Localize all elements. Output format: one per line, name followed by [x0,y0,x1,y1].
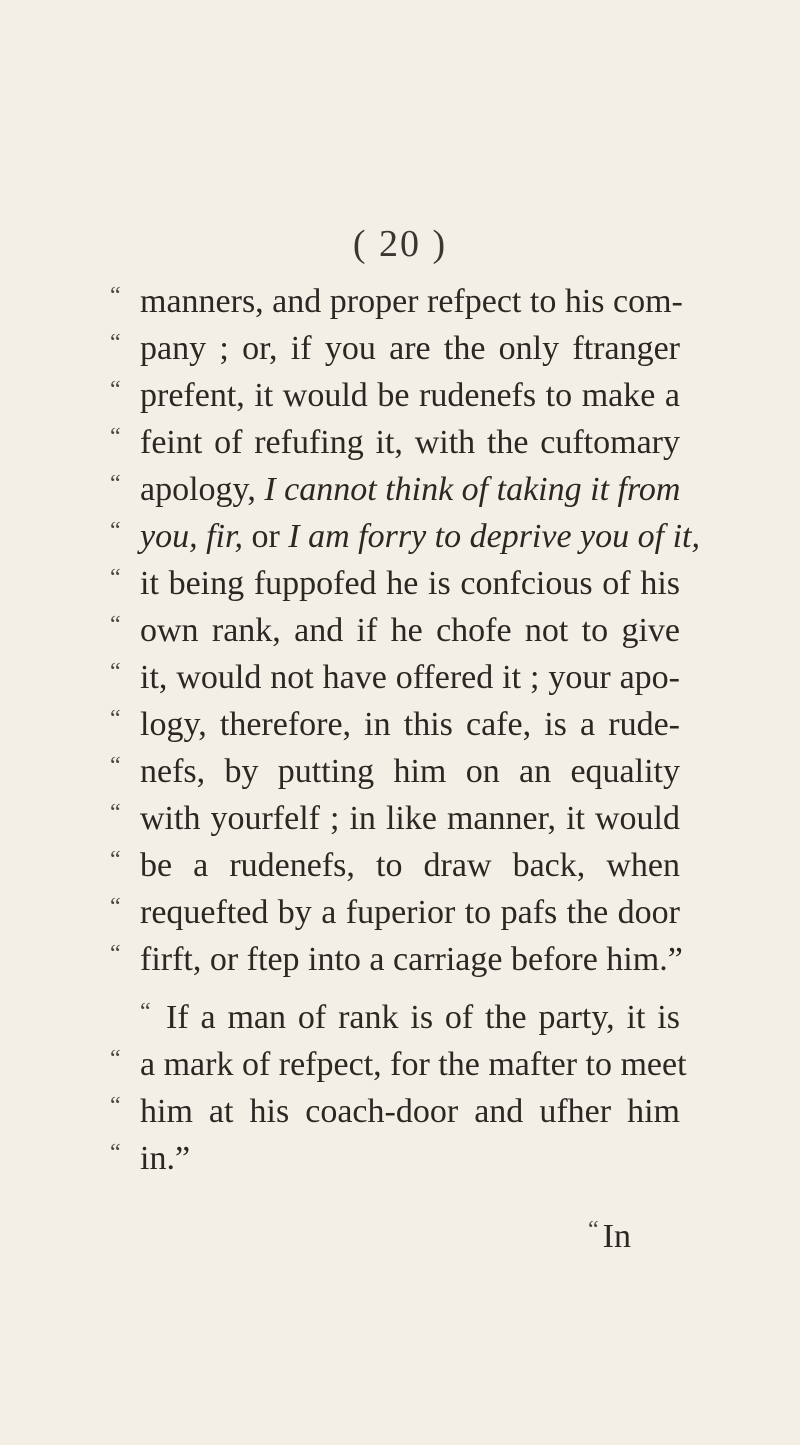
quote-mark: “ [110,847,121,873]
quote-mark: “ [110,424,121,450]
quote-mark: “ [110,800,121,826]
quote-mark: “ [110,330,121,356]
catchword: “ In [588,1217,631,1255]
quote-mark: “ [110,612,121,638]
quote-mark: “ [110,471,121,497]
quote-mark: “ [110,659,121,685]
quote-mark: “ [110,1046,121,1072]
quote-mark: “ [140,999,151,1025]
quote-mark: “ [110,706,121,732]
page-number: ( 20 ) [352,223,448,265]
quote-mark: “ [110,753,121,779]
quote-mark: “ [110,894,121,920]
quote-mark: “ [110,283,121,309]
quote-mark: “ [110,1093,121,1119]
quote-mark: “ [110,1140,121,1166]
book-page: ( 20 ) “ manners, and proper refpect to his com- “ pany ; or, if you are the only ftranger “ prefent, it would be rudenefs to make a “ feint of refufing it, with the cuftomary “ apology, I cannot think of taking it from “ you, fir, or I am forry to deprive you of it, “ it being fuppofed he is confcious of his “ own rank, and if he chofe not to give “ it, would not have offered it ; your apo- “ logy, therefore, in this cafe, is a rude- “ nefs, by putting him on an equality “ with yourfelf ; in like manner, it would “ be a rudenefs, to draw back, when “ requefted by a fuperior to pafs the door “ firft, or ftep into a carriage before him.” “ If a man of rank is of the party, it is “ a mark of refpect, for the mafter to meet “ him at his coach-door and ufher him “ in.” “ In [110,223,700,1255]
quote-mark: “ [588,1217,599,1243]
quote-mark: “ [110,377,121,403]
quote-mark: “ [110,518,121,544]
quote-mark: “ [110,565,121,591]
quote-mark: “ [110,941,121,967]
